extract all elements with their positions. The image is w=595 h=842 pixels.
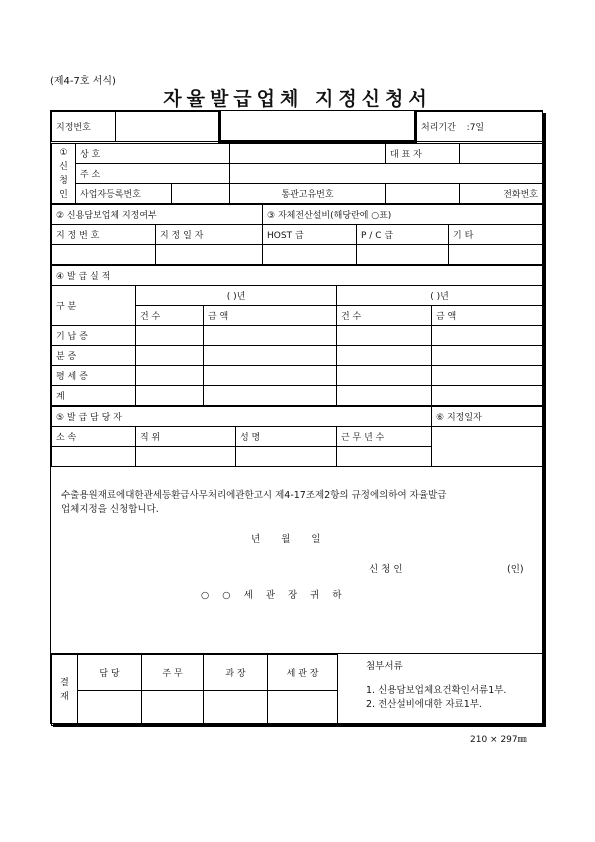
year1-label: ( )년 bbox=[136, 286, 337, 306]
issuance-record-table bbox=[51, 265, 543, 406]
phone-field[interactable] bbox=[460, 184, 543, 204]
row-label: 기 납 증 bbox=[52, 326, 136, 346]
name-value[interactable] bbox=[236, 447, 337, 467]
row-cell[interactable] bbox=[136, 366, 204, 386]
approval-sign-box[interactable] bbox=[204, 690, 268, 726]
amount2-label: 금 액 bbox=[432, 306, 543, 326]
years-value[interactable] bbox=[337, 447, 432, 467]
row-cell[interactable] bbox=[204, 346, 337, 366]
affiliation-col: 소 속 bbox=[52, 427, 136, 447]
approval-table bbox=[51, 654, 338, 726]
row-cell[interactable] bbox=[136, 386, 204, 406]
issuer-table bbox=[51, 406, 543, 467]
trade-name-field[interactable] bbox=[230, 144, 386, 164]
year2-label: ( )년 bbox=[337, 286, 543, 306]
declaration-block bbox=[51, 467, 542, 654]
row-cell[interactable] bbox=[432, 346, 543, 366]
other-col: 기 타 bbox=[449, 225, 543, 245]
processing-period bbox=[416, 112, 543, 142]
attachments-title: 첨부서류 bbox=[366, 661, 403, 672]
row-cell[interactable] bbox=[337, 326, 432, 346]
approval-sign-box[interactable] bbox=[142, 690, 204, 726]
section2-label: ② 신용담보업체 지정여부 bbox=[52, 205, 263, 225]
trade-name-label: 상 호 bbox=[76, 144, 230, 164]
section6-label: ⑥ 지정일자 bbox=[432, 407, 543, 427]
address-label: 주 소 bbox=[76, 164, 230, 184]
row-cell[interactable] bbox=[432, 326, 543, 346]
row-label: 평 세 증 bbox=[52, 366, 136, 386]
row-cell[interactable] bbox=[337, 386, 432, 406]
header-table bbox=[51, 111, 543, 143]
business-reg-no-field[interactable] bbox=[172, 184, 230, 204]
host-value[interactable] bbox=[263, 245, 357, 265]
page-title: 자율발급업체 지정신청서 bbox=[163, 88, 432, 110]
position-value[interactable] bbox=[136, 447, 236, 467]
pc-col: P / C 급 bbox=[357, 225, 449, 245]
row-cell[interactable] bbox=[337, 366, 432, 386]
attachment-item: 1. 신용담보업체요건확인서류1부. bbox=[366, 685, 507, 696]
form-frame bbox=[50, 110, 543, 724]
section4-label: ④ 발 급 실 적 bbox=[52, 266, 543, 286]
other-value[interactable] bbox=[449, 245, 543, 265]
applicant-side-label: ① 신 청 인 bbox=[52, 144, 76, 204]
approval-block bbox=[51, 654, 542, 727]
row-cell[interactable] bbox=[204, 326, 337, 346]
representative-label: 대 표 자 bbox=[386, 144, 460, 164]
section5-label: ⑤ 발 급 담 당 자 bbox=[52, 407, 432, 427]
approval-col: 담 당 bbox=[78, 655, 142, 691]
affiliation-value[interactable] bbox=[52, 447, 136, 467]
row-cell[interactable] bbox=[204, 366, 337, 386]
designation-no-value[interactable] bbox=[52, 245, 156, 265]
row-cell[interactable] bbox=[432, 366, 543, 386]
count2-label: 건 수 bbox=[337, 306, 432, 326]
declaration-applicant: 신 청 인 bbox=[369, 564, 403, 575]
approval-col: 세 관 장 bbox=[268, 655, 338, 691]
declaration-date: 년 월 일 bbox=[251, 534, 321, 545]
row-cell[interactable] bbox=[204, 386, 337, 406]
designation-date-field[interactable] bbox=[432, 427, 543, 467]
amount1-label: 금 액 bbox=[204, 306, 337, 326]
customs-id-field[interactable] bbox=[386, 184, 460, 204]
name-col: 성 명 bbox=[236, 427, 337, 447]
business-reg-no-label: 사업자등록번호 bbox=[76, 184, 172, 204]
host-col: HOST 급 bbox=[263, 225, 357, 245]
phone-label: 전화번호 bbox=[503, 190, 538, 200]
frame-shadow-right bbox=[543, 113, 546, 727]
category-label: 구 분 bbox=[52, 286, 136, 326]
form-number: (제4-7호 서식) bbox=[50, 76, 116, 87]
declaration-addressee: ○ ○ 세 관 장 귀 하 bbox=[201, 590, 342, 601]
pc-value[interactable] bbox=[357, 245, 449, 265]
representative-field[interactable] bbox=[460, 144, 543, 164]
designation-date-value[interactable] bbox=[156, 245, 263, 265]
processing-period-value: :7일 bbox=[466, 123, 485, 133]
row-label: 분 증 bbox=[52, 346, 136, 366]
declaration-line1: 수출용원재료에대한관세등환급사무처리에관한고시 제4-17조제2항의 규정에의하여 자율발급 bbox=[61, 490, 447, 501]
attachments-box bbox=[337, 654, 543, 726]
designation-date-col: 지 정 일 자 bbox=[156, 225, 263, 245]
row-cell[interactable] bbox=[432, 386, 543, 406]
customs-id-label: 통관고유번호 bbox=[230, 184, 386, 204]
approval-label: 결 재 bbox=[52, 655, 78, 726]
approval-sign-box[interactable] bbox=[78, 690, 142, 726]
attachment-item: 2. 전산설비에대한 자료1부. bbox=[366, 699, 482, 710]
section2-3-table bbox=[51, 204, 543, 265]
years-col: 근 무 년 수 bbox=[337, 427, 432, 447]
approval-col: 과 장 bbox=[204, 655, 268, 691]
row-cell[interactable] bbox=[136, 326, 204, 346]
position-col: 직 위 bbox=[136, 427, 236, 447]
row-cell[interactable] bbox=[136, 346, 204, 366]
approval-col: 주 무 bbox=[142, 655, 204, 691]
approval-sign-box[interactable] bbox=[268, 690, 338, 726]
header-blank bbox=[220, 112, 416, 142]
declaration-seal: (인) bbox=[507, 564, 524, 575]
designation-no-field[interactable] bbox=[116, 112, 220, 142]
row-cell[interactable] bbox=[337, 346, 432, 366]
count1-label: 건 수 bbox=[136, 306, 204, 326]
address-field[interactable] bbox=[230, 164, 543, 184]
applicant-table bbox=[51, 143, 543, 204]
row-label: 계 bbox=[52, 386, 136, 406]
designation-no-label: 지정번호 bbox=[52, 112, 116, 142]
processing-period-label: 처리기간 bbox=[421, 123, 456, 133]
designation-no-col: 지 정 번 호 bbox=[52, 225, 156, 245]
section3-label: ③ 자체전산설비(해당란에 ○표) bbox=[263, 205, 543, 225]
paper-size: 210 × 297㎜ bbox=[470, 735, 527, 745]
declaration-line2: 업체지정을 신청합니다. bbox=[61, 504, 159, 515]
